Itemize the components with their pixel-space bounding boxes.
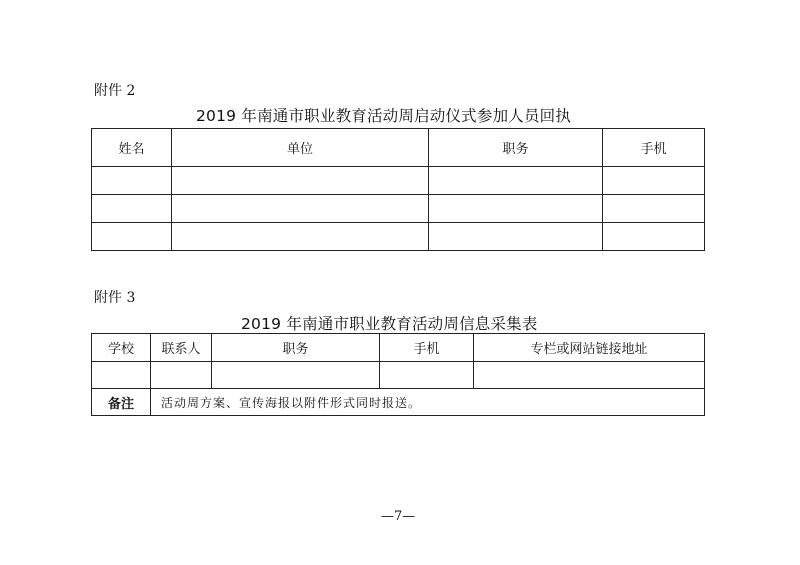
attachment-3-title: 2019 年南通市职业教育活动周信息采集表: [241, 315, 538, 333]
table-cell: [172, 223, 429, 251]
attachment-3-label: 附件 3: [94, 290, 136, 306]
header-cell-position: 职务: [212, 334, 380, 362]
table-row: [92, 195, 705, 223]
note-row: [92, 389, 705, 416]
table-cell: [92, 195, 172, 223]
attendee-receipt-table: [91, 128, 705, 251]
table-header-row: [92, 334, 705, 362]
table-cell: [474, 362, 705, 389]
table-cell: [92, 167, 172, 195]
table-cell: [429, 167, 603, 195]
page-number: —7—: [381, 509, 416, 524]
table-cell: [603, 195, 705, 223]
table-row: [92, 362, 705, 389]
info-collection-table: [91, 333, 705, 416]
table-cell: [92, 223, 172, 251]
header-cell-contact: 联系人: [151, 334, 212, 362]
header-cell-position: 职务: [429, 129, 603, 167]
header-cell-unit: 单位: [172, 129, 429, 167]
table-cell: [92, 362, 151, 389]
note-text: 活动周方案、宣传海报以附件形式同时报送。: [151, 389, 705, 416]
attachment-2-label: 附件 2: [94, 83, 136, 99]
table-cell: [429, 223, 603, 251]
table-row: [92, 223, 705, 251]
table-cell: [429, 195, 603, 223]
attachment-2-title: 2019 年南通市职业教育活动周启动仪式参加人员回执: [196, 107, 572, 125]
header-cell-link: 专栏或网站链接地址: [474, 334, 705, 362]
header-cell-phone: 手机: [603, 129, 705, 167]
table-cell: [172, 195, 429, 223]
header-cell-school: 学校: [92, 334, 151, 362]
table-cell: [212, 362, 380, 389]
header-cell-name: 姓名: [92, 129, 172, 167]
note-label: 备注: [92, 389, 151, 416]
header-cell-phone: 手机: [380, 334, 474, 362]
table-cell: [172, 167, 429, 195]
table-header-row: [92, 129, 705, 167]
table-cell: [603, 167, 705, 195]
table-cell: [380, 362, 474, 389]
table-cell: [151, 362, 212, 389]
table-row: [92, 167, 705, 195]
table-cell: [603, 223, 705, 251]
